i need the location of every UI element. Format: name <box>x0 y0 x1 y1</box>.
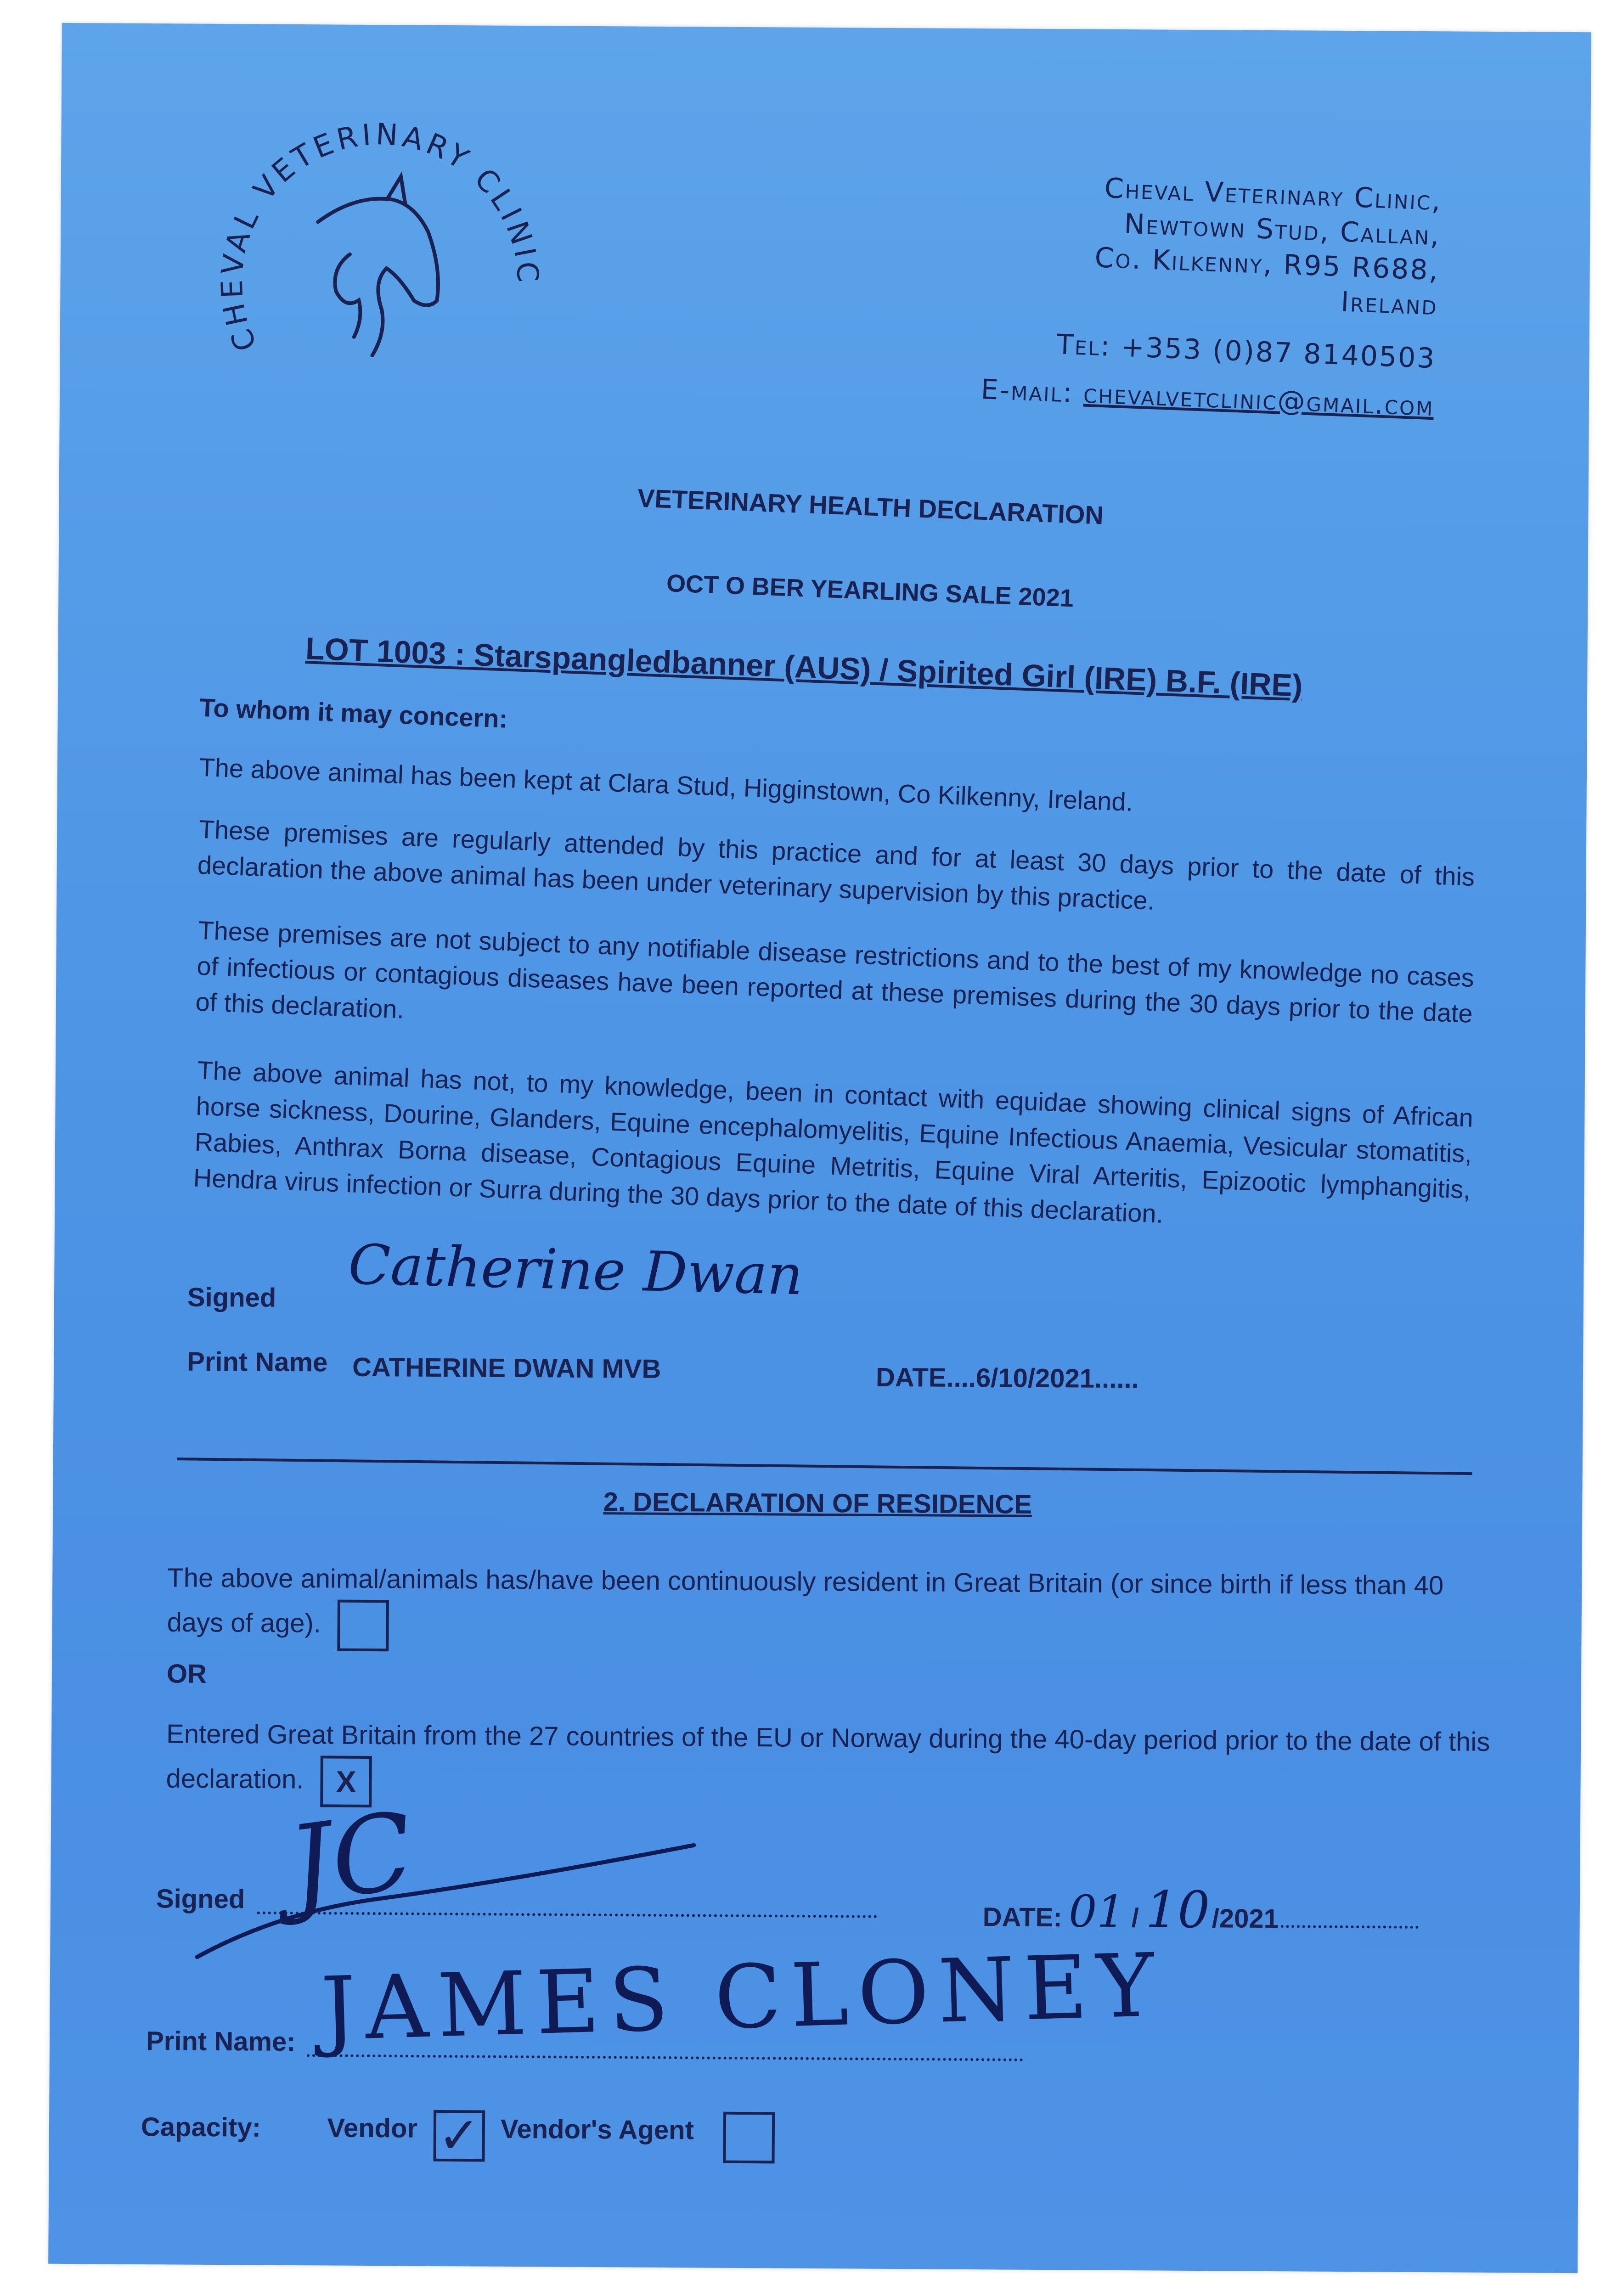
clinic-address <box>814 160 1443 424</box>
vet-signature: Catherine Dwan <box>347 1233 804 1308</box>
address-line-1: Cheval Veterinary Clinic, <box>1104 172 1443 217</box>
residence-option-2-text: Entered Great Britain from the 27 countries of the EU or Norway during the 40-day period prior to the date of this declaration. <box>166 1719 1490 1795</box>
residence-option-2-mark: X <box>336 1764 356 1799</box>
clinic-telephone: Tel: +353 (0)87 8140503 <box>1056 328 1437 375</box>
vendor-date-day: 01 <box>1068 1885 1125 1938</box>
vendor-date-year: /2021 <box>1212 1903 1279 1934</box>
vendor-agent-option-label: Vendor's Agent <box>500 2114 694 2145</box>
address-line-3: Co. Kilkenny, R95 R688, <box>1094 242 1440 287</box>
vendor-signed-label: Signed <box>156 1884 245 1914</box>
document-sheet <box>48 23 1591 2273</box>
logo-ring-text: CHEVAL VETERINARY CLINIC <box>215 117 545 356</box>
vendor-date: DATE: 01 / 10 /2021 <box>982 1879 1418 1941</box>
vendor-print-name-label: Print Name: <box>146 2026 296 2057</box>
vet-print-name: CATHERINE DWAN MVB <box>352 1352 661 1384</box>
clinic-logo <box>197 116 567 412</box>
residence-option-1 <box>167 1557 1499 1658</box>
vendor-date-label: DATE: <box>982 1902 1062 1933</box>
page-title: VETERINARY HEALTH DECLARATION <box>637 483 1104 530</box>
or-separator: OR <box>166 1659 207 1689</box>
clinic-email-row <box>814 366 1435 424</box>
vet-signed-label: Signed <box>187 1282 276 1313</box>
capacity-row <box>141 2108 775 2163</box>
vendor-checkbox-mark: ✓ <box>437 2107 480 2164</box>
vendor-print-name: JAMES CLONEY <box>319 1934 1165 2060</box>
svg-text:CHEVAL VETERINARY CLINIC <box>215 117 546 358</box>
vendor-signature: JC <box>282 1790 421 1928</box>
paragraph-contact-declaration: The above animal has not, to my knowledge, been in contact with equidae showing clinical signs of African horse sickness, Dourine, Glanders, Equine encephalomyelitis, Equine Infectious Anaemia, Vesicular stomatitis, Rabies, Anthrax Borna disease, Contagious Equine Metritis, Equine Viral Arteritis, Epizootic lymphangitis, Hendra virus infection or Surra during the 30 days prior to the date of this declaration. <box>192 1055 1474 1228</box>
vet-date: DATE....6/10/2021...... <box>875 1362 1139 1394</box>
residence-option-1-mark <box>340 1603 387 1649</box>
lot-heading: LOT 1003 : Starspangledbanner (AUS) / Spirited Girl (IRE) B.F. (IRE) <box>304 631 1303 703</box>
residence-option-1-checkbox[interactable] <box>338 1600 389 1652</box>
email-label: E-mail: <box>980 373 1074 409</box>
vendor-checkbox[interactable] <box>433 2107 485 2164</box>
address-line-2: Newtown Stud, Callan, <box>1123 208 1441 252</box>
vendor-agent-checkbox[interactable] <box>723 2112 775 2164</box>
paragraph-disease-restrictions: These premises are not subject to any notifiable disease restrictions and to the best of my knowledge no cases of infectious or contagious diseases have been reported at these premises during the 30 days prior to the date of this declaration. <box>195 915 1475 1028</box>
vendor-option-label: Vendor <box>327 2113 418 2144</box>
vendor-date-month: 10 <box>1145 1880 1210 1940</box>
salutation: To whom it may concern: <box>199 692 508 733</box>
vendor-agent-checkbox-mark <box>726 2115 772 2161</box>
residence-option-1-text: The above animal/animals has/have been continuously resident in Great Britain (or since birth if less than 40 days of age). <box>167 1563 1444 1638</box>
vet-print-name-label: Print Name <box>186 1346 328 1378</box>
horse-head-icon <box>317 176 439 356</box>
paragraph-supervision: These premises are regularly attended by this practice and for at least 30 days prior to the date of this declaration the above animal has been under veterinary supervision by this practice. <box>197 814 1476 915</box>
paragraph-premises-location: The above animal has been kept at Clara Stud, Higginstown, Co Kilkenny, Ireland. <box>198 752 1134 817</box>
email-link[interactable]: chevalvetclinic@gmail.com <box>1083 377 1435 423</box>
section-divider <box>177 1458 1472 1475</box>
capacity-label: Capacity: <box>141 2112 261 2143</box>
residence-title: 2. DECLARATION OF RESIDENCE <box>603 1487 1032 1519</box>
sale-title: OCT O BER YEARLING SALE 2021 <box>665 569 1074 613</box>
address-line-4: Ireland <box>1340 286 1439 322</box>
